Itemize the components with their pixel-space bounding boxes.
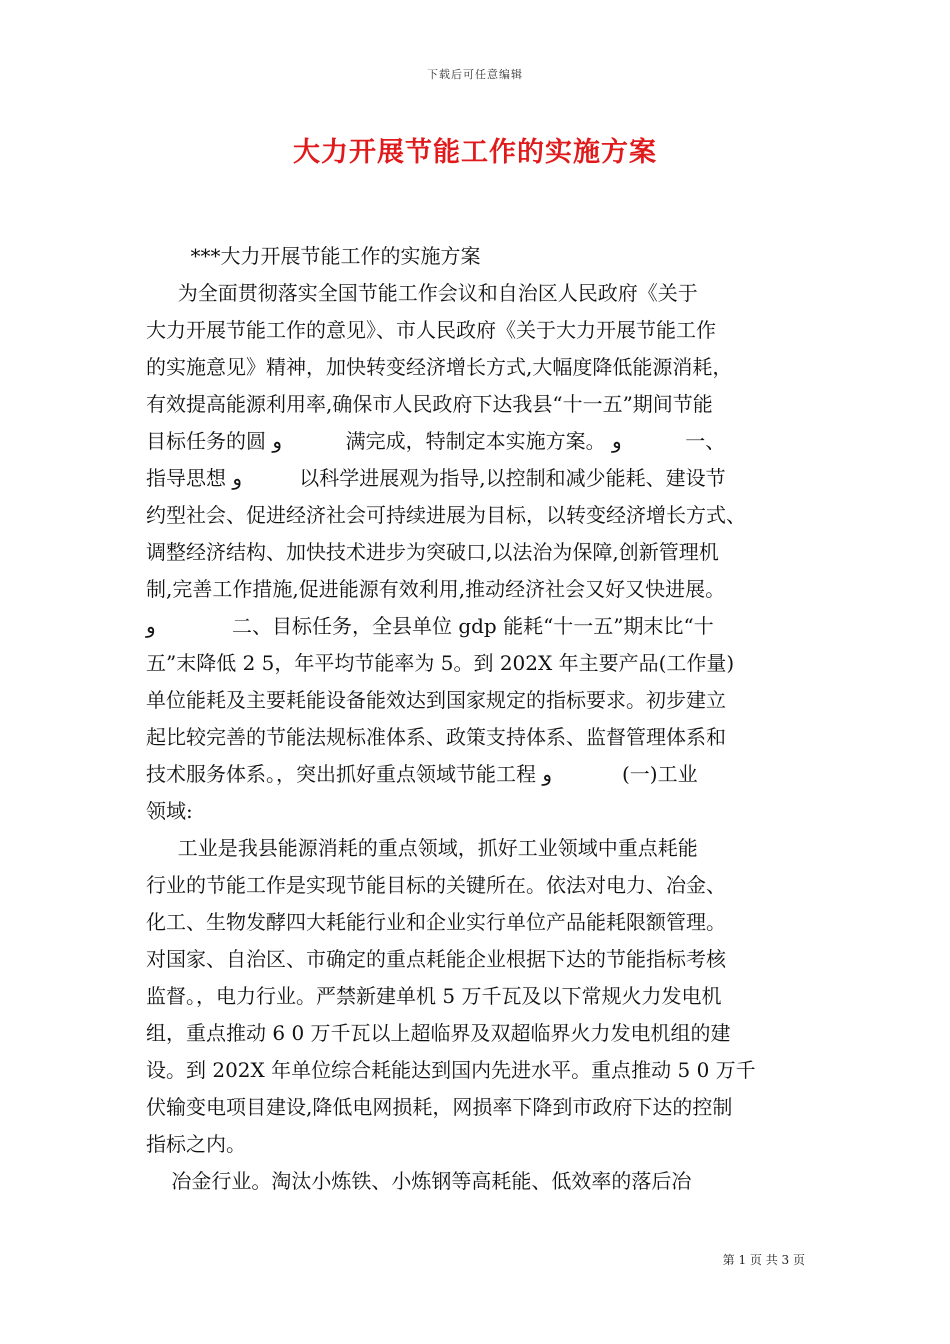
download-note: 下载后可任意编辑	[427, 68, 523, 81]
body-line: 冶金行业。淘汰小炼铁、小炼钢等高耗能、低效率的落后冶	[146, 1169, 692, 1193]
body-line: 五”末降低 2 5，年平均节能率为 5。到 202X 年主要产品(工作量)	[146, 651, 735, 675]
body-line: 调整经济结构、加快技术进步为突破口,以法治为保障,创新管理机	[146, 540, 719, 564]
body-line: 化工、生物发酵四大耗能行业和企业实行单位产品能耗限额管理。	[146, 910, 726, 934]
body-line: 目标任务的圆 و 满完成，特制定本实施方案。 و 一、	[146, 429, 726, 453]
body-line: 组，重点推动 6 0 万千瓦以上超临界及双超临界火力发电机组的建	[146, 1021, 731, 1045]
body-line: 的实施意见》精神，加快转变经济增长方式,大幅度降低能源消耗，	[146, 355, 733, 379]
body-line: 伏输变电项目建设,降低电网损耗，网损率下降到市政府下达的控制	[146, 1095, 733, 1119]
body-line: 大力开展节能工作的意见》、市人民政府《关于大力开展节能工作	[146, 318, 716, 342]
body-line: 单位能耗及主要耗能设备能效达到国家规定的指标要求。初步建立	[146, 688, 726, 712]
body-line: 指导思想 و 以科学进展观为指导,以控制和减少能耗、建设节	[146, 466, 726, 490]
body-line: ***大力开展节能工作的实施方案	[146, 244, 481, 268]
body-line: 行业的节能工作是实现节能目标的关键所在。依法对电力、冶金、	[146, 873, 726, 897]
page-indicator: 第 1 页 共 3 页	[722, 1253, 805, 1267]
body-line: 有效提高能源利用率,确保市人民政府下达我县“十一五”期间节能	[146, 392, 713, 416]
body-line: 制,完善工作措施,促进能源有效利用,推动经济社会又好又快进展。	[146, 577, 726, 601]
body-line: 起比较完善的节能法规标准体系、政策支持体系、监督管理体系和	[146, 725, 726, 749]
body-line: 对国家、自治区、市确定的重点耗能企业根据下达的节能指标考核	[146, 947, 726, 971]
body-line: 为全面贯彻落实全国节能工作会议和自治区人民政府《关于	[146, 281, 698, 305]
document-body	[146, 238, 810, 1200]
document-title: 大力开展节能工作的实施方案	[293, 137, 657, 168]
body-line: 设。到 202X 年单位综合耗能达到国内先进水平。重点推动 5 0 万千	[146, 1058, 756, 1082]
body-line: 指标之内。	[146, 1132, 246, 1156]
body-line: 技术服务体系。，突出抓好重点领域节能工程 و (一)工业	[146, 762, 698, 786]
body-line: 监督。，电力行业。严禁新建单机 5 万千瓦及以下常规火力发电机	[146, 984, 722, 1008]
body-line: و 二、目标任务，全县单位 gdp 能耗“十一五”期末比“十	[146, 614, 714, 638]
body-line: 工业是我县能源消耗的重点领域，抓好工业领域中重点耗能	[146, 836, 698, 860]
body-line: 约型社会、促进经济社会可持续进展为目标，以转变经济增长方式、	[146, 503, 746, 527]
body-line: 领域:	[146, 799, 193, 823]
